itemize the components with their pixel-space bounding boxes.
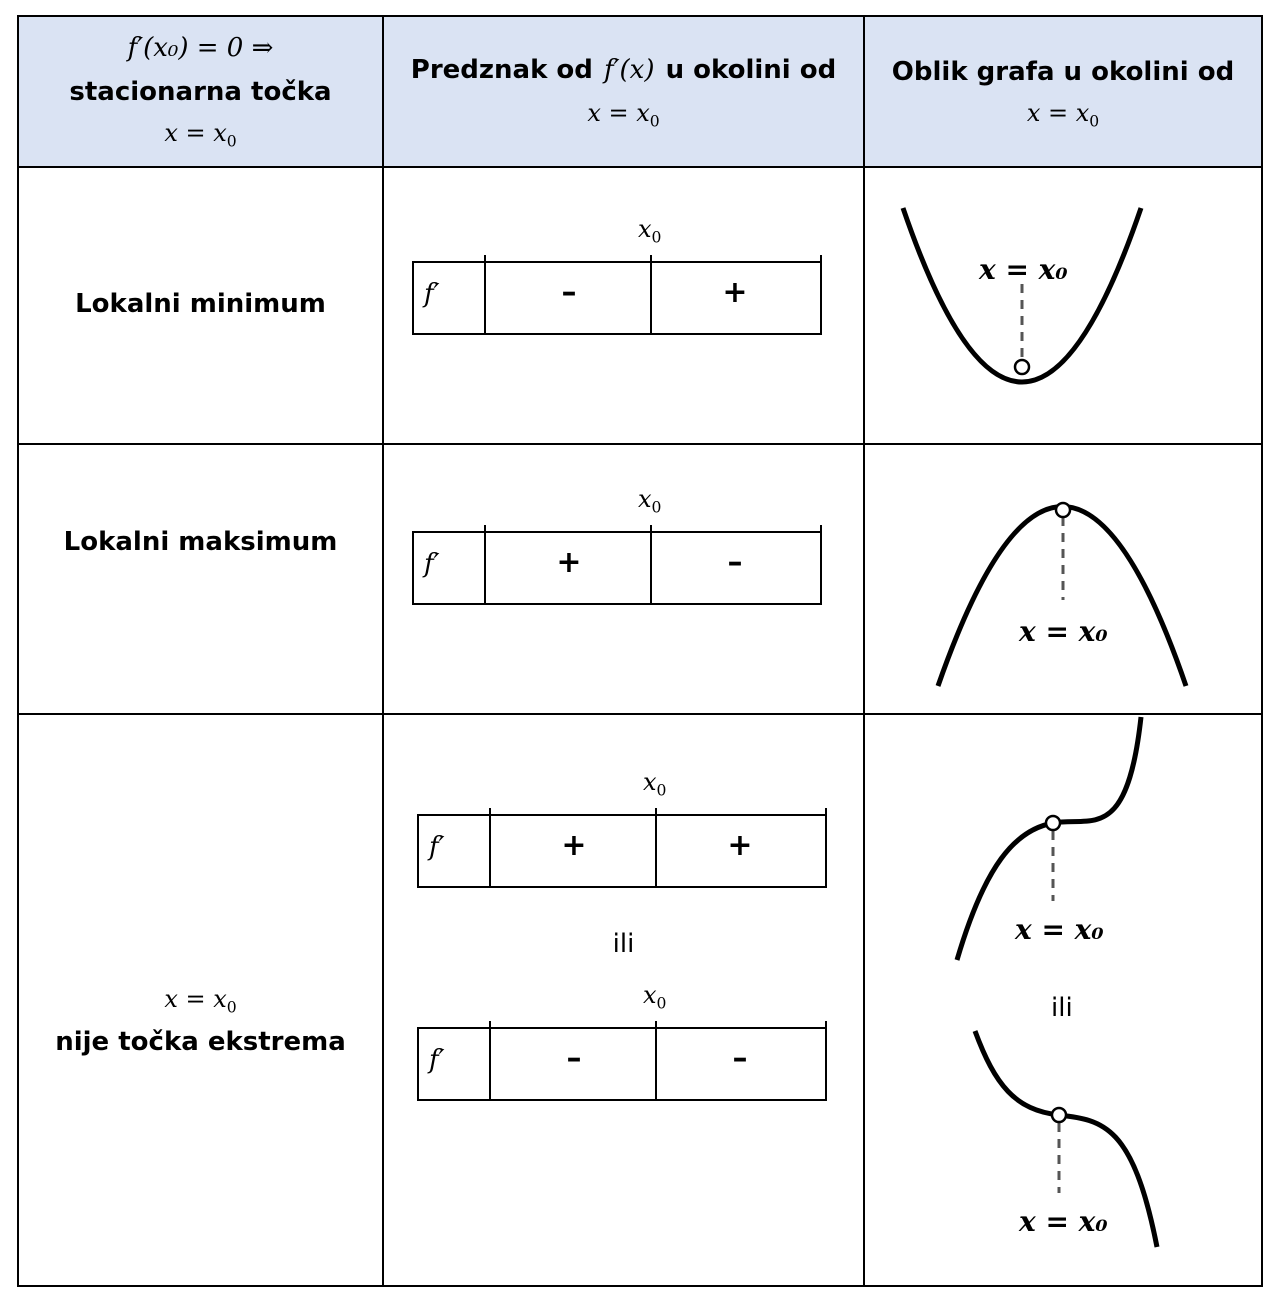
extrema-table [17,15,1263,1287]
sign-right: – [732,1041,748,1076]
stationary-point [1056,503,1070,517]
header-point-equation: $x = x_0$ [164,119,237,151]
header-cell-graph [865,17,1261,166]
sign-table-point: $x_0$ [638,215,662,247]
stationary-point [1015,360,1029,374]
graph-label: x = x₀ [979,253,1068,286]
sign-right: + [727,828,753,863]
column-divider [382,17,384,1285]
sign-table [412,215,820,333]
graph-label: x = x₀ [1015,913,1104,946]
header-cell-sign [384,17,863,166]
header-graph-title: Oblik grafa u okolini od [891,57,1235,87]
sign-table-derivative: f′ [424,279,440,309]
header-graph-point: $x = x_0$ [1026,99,1100,131]
sign-table-point: $x_0$ [638,485,662,517]
sign-right: – [727,545,743,580]
sign-table-derivative: f′ [429,832,445,862]
sign-table [412,485,820,603]
graph-label: x = x₀ [1019,1205,1108,1238]
sign-table [417,981,825,1099]
header-stationary-label: stacionarna točka [69,77,332,107]
graph-label: x = x₀ [1019,615,1108,648]
row-maximum-label-cell [19,445,382,713]
sign-table-derivative: f′ [424,549,440,579]
row-label: Lokalni maksimum [63,527,338,557]
sign-table-derivative: f′ [429,1045,445,1075]
stationary-point [1046,816,1060,830]
row-no-extremum-label-cell [19,715,382,1287]
row-label: Lokalni minimum [75,289,326,319]
stationary-point [1052,1108,1066,1122]
header-sign-point: $x = x_0$ [587,99,660,131]
row-point-equation: $x = x_0$ [164,985,237,1017]
sign-table-point: $x_0$ [643,981,667,1013]
row-label: nije točka ekstrema [55,1027,346,1057]
sign-left: – [561,275,577,310]
sign-left: – [566,1041,582,1076]
sign-table [417,768,825,886]
sign-left: + [556,545,582,580]
graph-separator-ili: ili [1051,993,1073,1023]
header-cell-stationary [19,17,382,166]
graph-local-maximum [865,445,1261,713]
graph-local-minimum [865,168,1261,443]
header-sign-title: Predznak od f′(x) u okolini od [410,55,837,85]
sign-right: + [722,275,748,310]
row-minimum-label-cell [19,168,382,443]
sign-table-point: $x_0$ [643,768,667,800]
separator-ili: ili [612,929,635,959]
header-derivative-condition: f′(x₀) = 0 ⇒ [127,33,274,63]
sign-left: + [561,828,587,863]
